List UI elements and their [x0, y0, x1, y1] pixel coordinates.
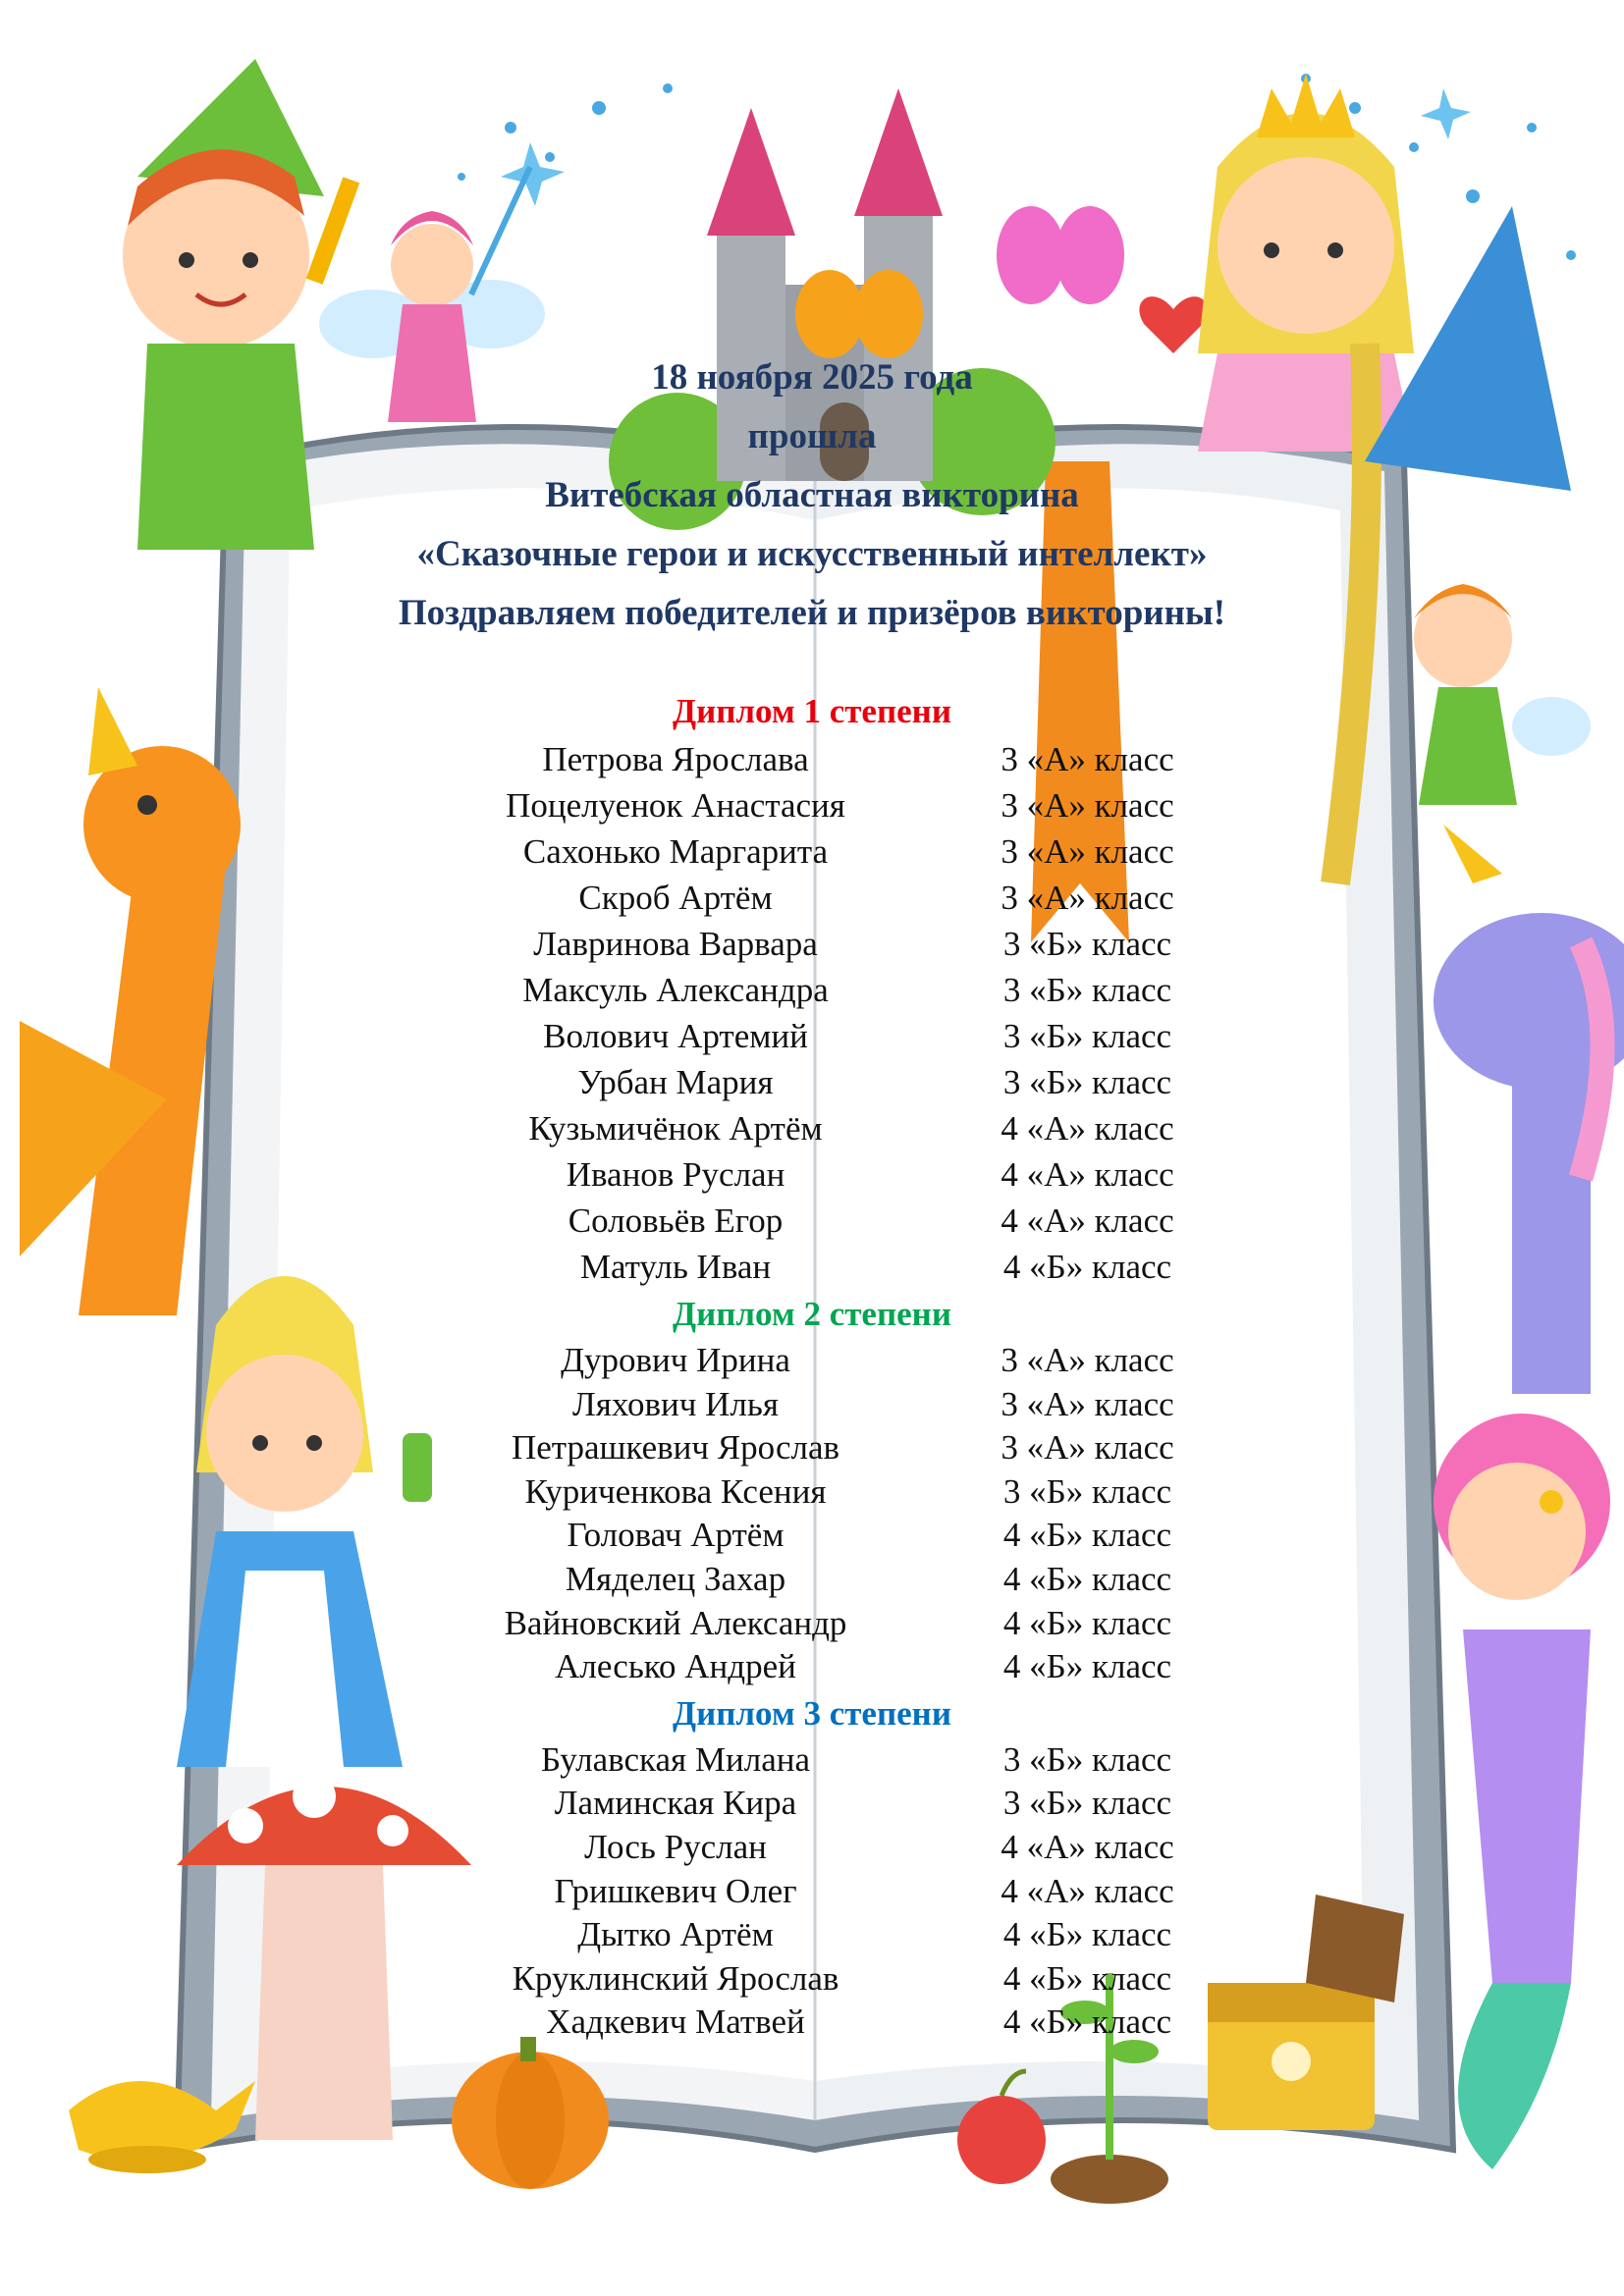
student-name: Булавская Милана [540, 1739, 811, 1779]
student-name: Кузьмичёнок Артём [528, 1109, 823, 1148]
student-class: 3 «А» класс [1001, 1341, 1174, 1379]
butterfly-icon [795, 206, 1124, 358]
student-name: Вайновский Александр [504, 1603, 847, 1642]
student-name: Скроб Артём [578, 879, 773, 917]
list-item [0, 1957, 1624, 2002]
student-name: Куриченкова Ксения [524, 1471, 827, 1511]
winners-list [0, 687, 1624, 2045]
student-class: 4 «Б» класс [1002, 1248, 1172, 1286]
list-item [0, 782, 1624, 828]
list-item [0, 1151, 1624, 1198]
diploma-2-section [0, 1290, 1624, 1689]
list-item [0, 1913, 1624, 1957]
list-item [0, 1782, 1624, 1826]
list-item [0, 2001, 1624, 2045]
student-name: Петрашкевич Ярослав [511, 1428, 840, 1468]
event-verb: прошла [747, 416, 877, 456]
student-name: Соловьёв Егор [568, 1201, 784, 1240]
list-item [0, 1738, 1624, 1783]
congratulation-line: Поздравляем победителей и призёров викторины! [398, 593, 1226, 633]
student-class: 4 «Б» класс [1002, 1516, 1172, 1555]
student-name: Дытко Артём [577, 1915, 774, 1954]
student-class: 3 «Б» класс [1002, 925, 1172, 963]
list-item [0, 921, 1624, 967]
student-class: 3 «Б» класс [1002, 1063, 1172, 1101]
student-class: 3 «А» класс [1001, 786, 1174, 825]
student-class: 3 «А» класс [1001, 1384, 1174, 1423]
student-class: 3 «А» класс [1001, 1428, 1174, 1468]
diploma-1-title: Диплом 1 степени [672, 692, 952, 730]
student-name: Волович Артемий [543, 1017, 808, 1055]
announcement-header [0, 348, 1624, 643]
list-item [0, 1013, 1624, 1059]
student-name: Алесько Андрей [555, 1647, 796, 1686]
student-name: Ляхович Илья [572, 1384, 779, 1423]
list-item [0, 1059, 1624, 1105]
student-class: 4 «Б» класс [1002, 2002, 1172, 2042]
student-class: 4 «Б» класс [1002, 1559, 1172, 1598]
list-item [0, 1826, 1624, 1870]
student-name: Лось Руслан [584, 1827, 767, 1866]
diploma-3-section [0, 1689, 1624, 2045]
student-class: 3 «Б» класс [1002, 1471, 1172, 1511]
list-item [0, 1470, 1624, 1515]
list-item [0, 1244, 1624, 1290]
event-title: «Сказочные герои и искусственный интеллект» [416, 534, 1208, 574]
student-class: 4 «Б» класс [1002, 1603, 1172, 1642]
student-name: Дурович Ирина [561, 1341, 790, 1379]
list-item [0, 1426, 1624, 1470]
student-name: Хадкевич Матвей [546, 2002, 805, 2042]
student-class: 3 «Б» класс [1002, 1784, 1172, 1823]
heart-icon [1139, 296, 1207, 353]
list-item [0, 1602, 1624, 1646]
student-name: Круклинский Ярослав [512, 1958, 839, 1998]
student-class: 4 «Б» класс [1002, 1958, 1172, 1998]
student-class: 3 «А» класс [1001, 879, 1174, 917]
student-name: Лавринова Варвара [533, 925, 818, 963]
student-class: 4 «А» класс [1001, 1155, 1174, 1194]
event-name: Витебская областная викторина [545, 475, 1079, 515]
list-item [0, 967, 1624, 1013]
student-name: Максуль Александра [522, 971, 829, 1009]
list-item [0, 1514, 1624, 1558]
student-class: 3 «А» класс [1001, 740, 1174, 778]
student-name: Поцелуенок Анастасия [506, 786, 845, 825]
list-item [0, 875, 1624, 921]
student-class: 4 «А» класс [1001, 1871, 1174, 1910]
student-class: 4 «Б» класс [1002, 1647, 1172, 1686]
student-name: Головач Артём [567, 1516, 785, 1555]
diploma-1-section [0, 687, 1624, 1290]
diploma-3-title: Диплом 3 степени [672, 1693, 952, 1733]
student-class: 3 «А» класс [1001, 832, 1174, 871]
list-item [0, 1198, 1624, 1244]
list-item [0, 1105, 1624, 1151]
student-name: Ламинская Кира [554, 1784, 797, 1823]
event-date: 18 ноября 2025 года [651, 357, 973, 398]
student-class: 4 «Б» класс [1002, 1915, 1172, 1954]
list-item [0, 1339, 1624, 1383]
student-name: Сахонько Маргарита [522, 832, 829, 871]
student-name: Урбан Мария [577, 1063, 774, 1101]
list-item [0, 1558, 1624, 1602]
student-class: 4 «А» класс [1001, 1201, 1174, 1240]
student-class: 3 «Б» класс [1002, 1017, 1172, 1055]
diploma-2-title: Диплом 2 степени [672, 1295, 952, 1333]
student-name: Мяделец Захар [565, 1559, 786, 1598]
student-class: 4 «А» класс [1001, 1827, 1174, 1866]
list-item [0, 1383, 1624, 1427]
student-name: Иванов Руслан [566, 1155, 785, 1194]
student-name: Гришкевич Олег [554, 1871, 797, 1910]
student-class: 4 «А» класс [1001, 1109, 1174, 1148]
student-name: Матуль Иван [579, 1248, 772, 1286]
student-class: 3 «Б» класс [1002, 971, 1172, 1009]
list-item [0, 1645, 1624, 1689]
list-item [0, 828, 1624, 875]
student-class: 3 «Б» класс [1002, 1739, 1172, 1779]
list-item [0, 1870, 1624, 1914]
list-item [0, 736, 1624, 782]
student-name: Петрова Ярослава [542, 740, 809, 778]
